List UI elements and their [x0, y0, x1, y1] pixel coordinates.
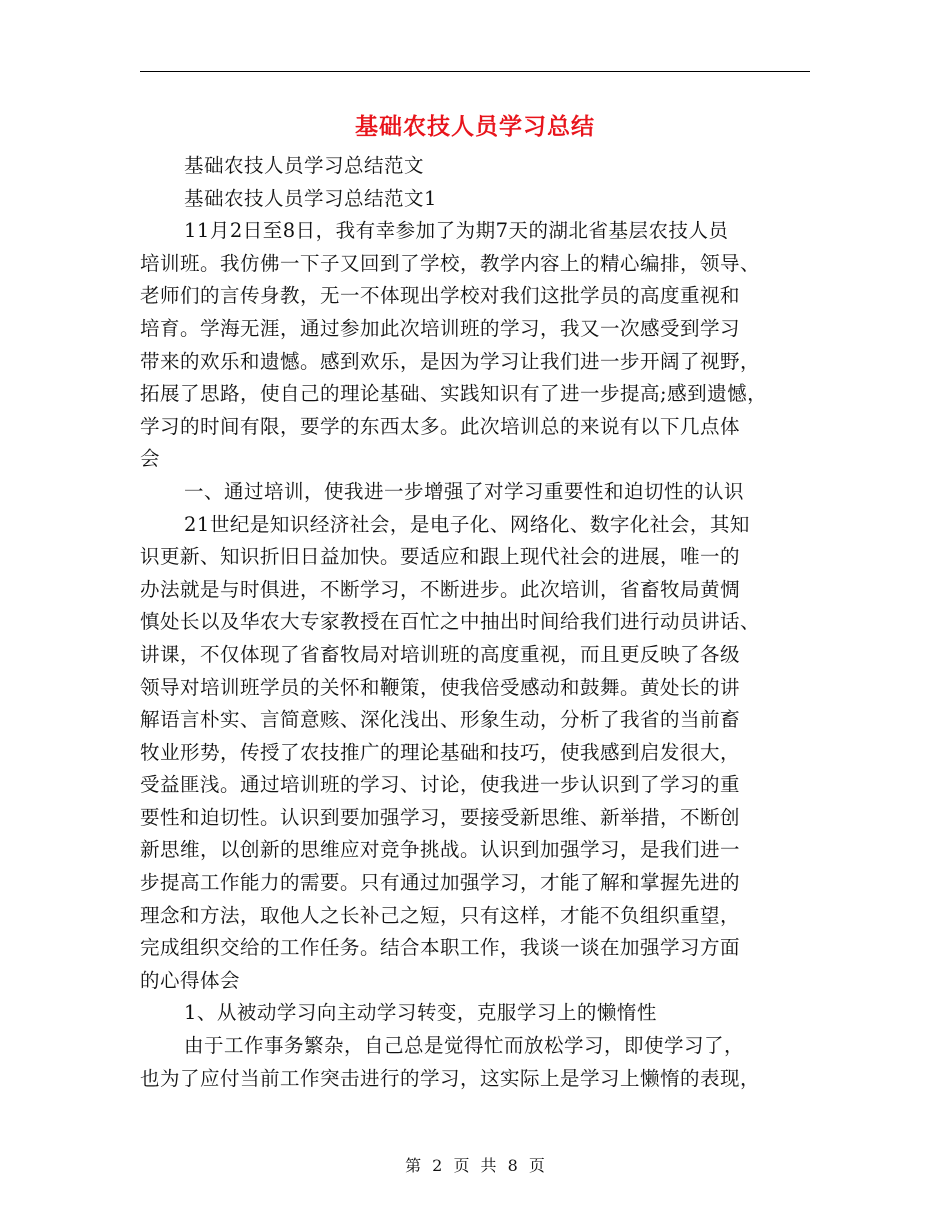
paragraph-line: 学习的时间有限，要学的东西太多。此次培训总的来说有以下几点体: [140, 414, 741, 438]
paragraph-line: 讲课，不仅体现了省畜牧局对培训班的高度重视，而且更反映了各级: [140, 642, 741, 666]
section-heading: 一、通过培训，使我进一步增强了对学习重要性和迫切性的认识: [184, 479, 745, 503]
paragraph-line: 基础农技人员学习总结范文: [184, 154, 425, 177]
paragraph-line: 21世纪是知识经济社会，是电子化、网络化、数字化社会，其知: [184, 512, 750, 536]
paragraph-line: 会: [140, 447, 161, 471]
section-heading: 1、从被动学习向主动学习转变，克服学习上的懒惰性: [184, 1001, 657, 1025]
paragraph-line: 慎处长以及华农大专家教授在百忙之中抽出时间给我们进行动员讲话、: [140, 610, 761, 634]
paragraph-line: 理念和方法，取他人之长补己之短，只有这样，才能不负组织重望，: [140, 903, 741, 927]
paragraph-line: 解语言朴实、言简意赅、深化浅出、形象生动，分析了我省的当前畜: [140, 708, 741, 732]
paragraph-line: 老师们的言传身教，无一不体现出学校对我们这批学员的高度重视和: [140, 284, 741, 308]
paragraph-line: 拓展了思路，使自己的理论基础、实践知识有了进一步提高;感到遗憾，: [140, 382, 768, 406]
paragraph-line: 11月2日至8日，我有幸参加了为期7天的湖北省基层农技人员: [184, 219, 729, 243]
page-footer: 第 2 页 共 8 页: [405, 1156, 545, 1175]
paragraph-line: 也为了应付当前工作突击进行的学习，这实际上是学习上懒惰的表现，: [140, 1066, 761, 1090]
paragraph-line: 基础农技人员学习总结范文1: [184, 186, 437, 210]
paragraph-line: 培育。学海无涯，通过参加此次培训班的学习，我又一次感受到学习: [140, 316, 741, 340]
document-title: 基础农技人员学习总结: [355, 114, 595, 140]
paragraph-line: 由于工作事务繁杂，自己总是觉得忙而放松学习，即使学习了，: [184, 1034, 745, 1058]
paragraph-line: 步提高工作能力的需要。只有通过加强学习，才能了解和掌握先进的: [140, 871, 741, 895]
paragraph-line: 要性和迫切性。认识到要加强学习，要接受新思维、新举措，不断创: [140, 805, 741, 829]
header-rule: [140, 71, 810, 72]
document-body: [140, 150, 820, 1095]
paragraph-line: 的心得体会: [140, 968, 241, 992]
paragraph-line: 办法就是与时俱进，不断学习，不断进步。此次培训，省畜牧局黄惆: [140, 577, 741, 601]
paragraph-line: 新思维，以创新的思维应对竞争挑战。认识到加强学习，是我们进一: [140, 838, 741, 862]
paragraph-line: 识更新、知识折旧日益加快。要适应和跟上现代社会的进展，唯一的: [140, 545, 741, 569]
paragraph-line: 培训班。我仿佛一下子又回到了学校，教学内容上的精心编排，领导、: [140, 251, 761, 275]
paragraph-line: 领导对培训班学员的关怀和鞭策，使我倍受感动和鼓舞。黄处长的讲: [140, 675, 741, 699]
paragraph-line: 完成组织交给的工作任务。结合本职工作，我谈一谈在加强学习方面: [140, 936, 741, 960]
paragraph-line: 受益匪浅。通过培训班的学习、讨论，使我进一步认识到了学习的重: [140, 773, 741, 797]
paragraph-line: 带来的欢乐和遗憾。感到欢乐，是因为学习让我们进一步开阔了视野，: [140, 349, 761, 373]
paragraph-line: 牧业形势，传授了农技推广的理论基础和技巧，使我感到启发很大，: [140, 740, 741, 764]
